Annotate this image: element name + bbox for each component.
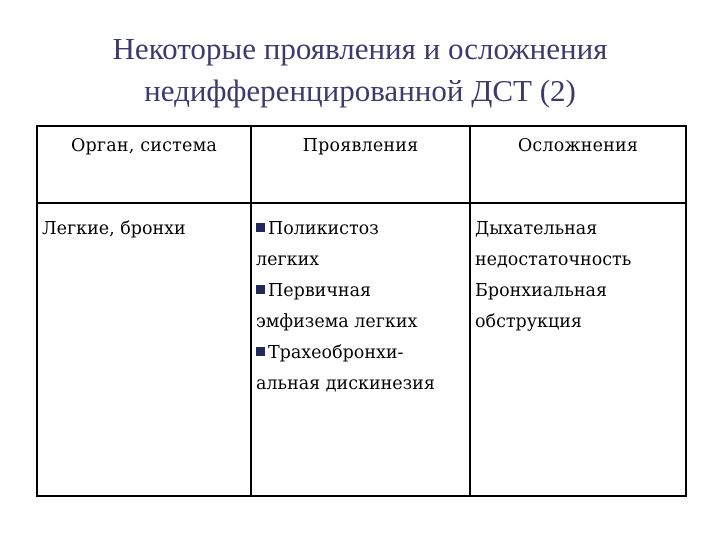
complication-line: обструкция (475, 312, 582, 332)
square-bullet-icon (256, 347, 265, 356)
manifestation-line (256, 245, 465, 276)
column-header-organ: Орган, система (37, 126, 251, 203)
manifestation-line (256, 214, 465, 245)
manifestations-table (36, 125, 687, 497)
slide-title (40, 28, 680, 112)
slide-title-line-2: недифференцированной ДСТ (2) (144, 73, 576, 108)
manifestation-line (256, 307, 465, 338)
manifestation-text: Трахеобронхи- (268, 343, 404, 363)
column-header-manifestations: Проявления (251, 126, 470, 203)
table-container (36, 125, 685, 497)
complication-line: Бронхиальная (475, 281, 608, 301)
manifestation-text: альная дискинезия (256, 374, 435, 394)
cell-organ (37, 203, 251, 496)
manifestation-line (256, 276, 465, 307)
manifestation-text: легких (256, 250, 320, 270)
square-bullet-icon (256, 223, 265, 232)
manifestation-line (256, 338, 465, 369)
cell-complications (470, 203, 686, 496)
complication-line: Дыхательная (475, 219, 598, 239)
manifestation-text: эмфизема легких (256, 312, 418, 332)
complication-line: недостаточность (475, 250, 632, 270)
cell-manifestations (251, 203, 470, 496)
organ-text: Легкие, бронхи (42, 219, 186, 239)
table-row (37, 203, 686, 496)
slide-title-line-1: Некоторые проявления и осложнения (112, 31, 608, 66)
manifestation-line (256, 369, 465, 400)
table-header-row (37, 126, 686, 203)
manifestation-text: Поликистоз (268, 219, 379, 239)
column-header-complications: Осложнения (470, 126, 686, 203)
square-bullet-icon (256, 285, 265, 294)
manifestation-text: Первичная (268, 281, 372, 301)
